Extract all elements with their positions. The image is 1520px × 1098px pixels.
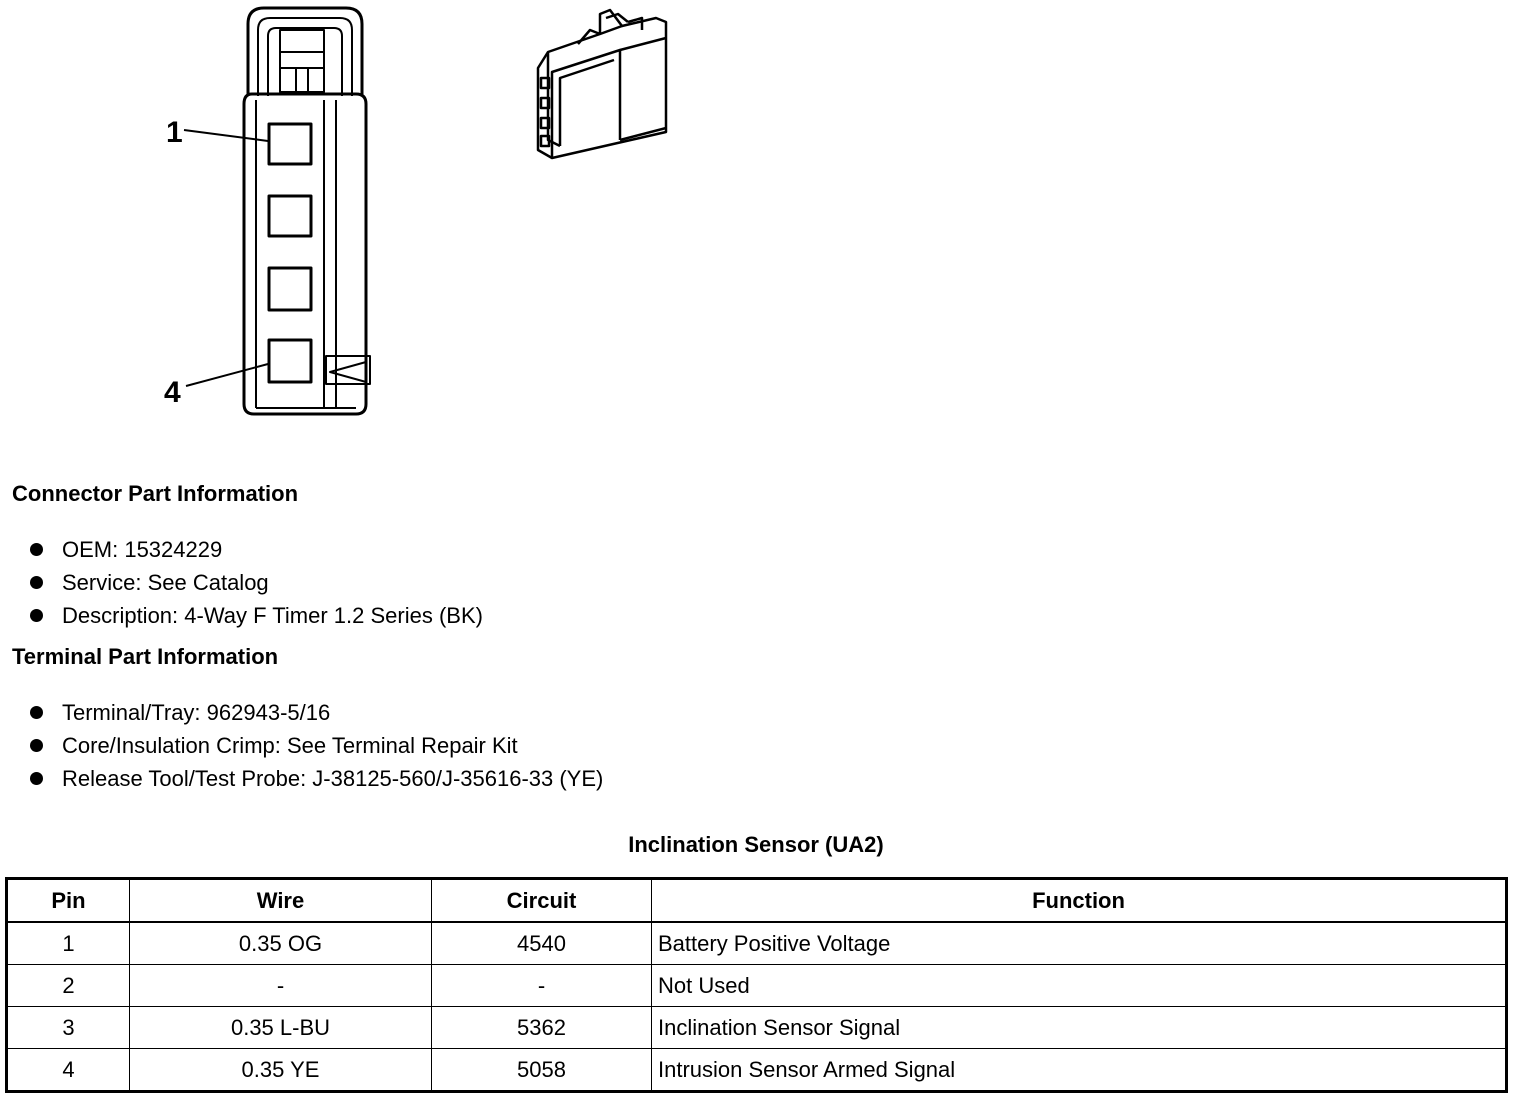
list-item: Release Tool/Test Probe: J-38125-560/J-35616-33 (YE) [30, 762, 603, 795]
pin-label-4: 4 [164, 376, 181, 409]
connector-iso-view [538, 10, 666, 158]
table-row [7, 922, 1507, 965]
cell-pin: 2 [7, 965, 130, 1007]
bullet-icon [30, 609, 43, 622]
cell-pin: 4 [7, 1049, 130, 1092]
connector-info-list [30, 533, 483, 632]
cavity-2 [269, 196, 311, 236]
header-circuit: Circuit [432, 879, 652, 923]
cell-function: Intrusion Sensor Armed Signal [652, 1049, 1507, 1092]
pin-label-1: 1 [166, 116, 183, 149]
table-row [7, 1049, 1507, 1092]
table-header-row [7, 879, 1507, 923]
cell-function: Not Used [652, 965, 1507, 1007]
cell-pin: 3 [7, 1007, 130, 1049]
list-item: Terminal/Tray: 962943-5/16 [30, 696, 603, 729]
cell-function: Inclination Sensor Signal [652, 1007, 1507, 1049]
list-item: Core/Insulation Crimp: See Terminal Repair Kit [30, 729, 603, 762]
cell-wire: - [130, 965, 432, 1007]
cavity-4 [269, 340, 311, 382]
cell-pin: 1 [7, 922, 130, 965]
cell-circuit: 5058 [432, 1049, 652, 1092]
terminal-heading: Terminal Part Information [12, 644, 279, 669]
cell-wire: 0.35 YE [130, 1049, 432, 1092]
table-row [7, 1007, 1507, 1049]
list-item: OEM: 15324229 [30, 533, 483, 566]
bullet-icon [30, 739, 43, 752]
connector-heading: Connector Part Information [12, 481, 299, 506]
table-row [7, 965, 1507, 1007]
cell-circuit: 5362 [432, 1007, 652, 1049]
list-item: Description: 4-Way F Timer 1.2 Series (BK) [30, 599, 483, 632]
pinout-table [5, 877, 1508, 1093]
cell-function: Battery Positive Voltage [652, 922, 1507, 965]
cell-wire: 0.35 L-BU [130, 1007, 432, 1049]
header-wire: Wire [130, 879, 432, 923]
cell-circuit: 4540 [432, 922, 652, 965]
header-pin: Pin [7, 879, 130, 923]
terminal-info-list [30, 696, 603, 795]
table-title: Inclination Sensor (UA2) [628, 832, 884, 857]
bullet-icon [30, 772, 43, 785]
bullet-icon [30, 543, 43, 556]
connector-diagram [0, 0, 760, 440]
cavity-1 [269, 124, 311, 164]
header-function: Function [652, 879, 1507, 923]
bullet-icon [30, 576, 43, 589]
list-item: Service: See Catalog [30, 566, 483, 599]
cell-circuit: - [432, 965, 652, 1007]
cavity-3 [269, 268, 311, 310]
cell-wire: 0.35 OG [130, 922, 432, 965]
bullet-icon [30, 706, 43, 719]
